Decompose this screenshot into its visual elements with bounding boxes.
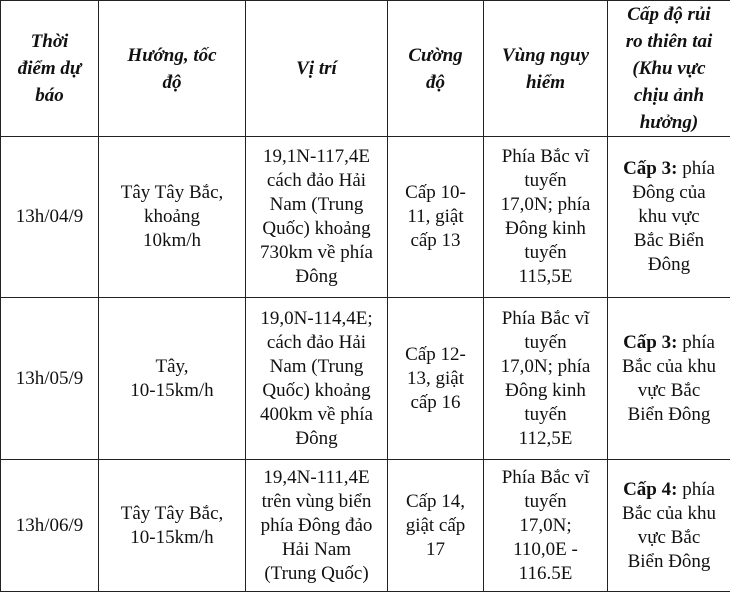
table-row xyxy=(1,298,730,460)
cell-intensity xyxy=(388,137,484,298)
risk-area-line: Đông của xyxy=(612,181,726,205)
cell-line: hiểm xyxy=(488,69,603,96)
cell-danger-zone xyxy=(484,298,608,460)
cell-line: 112,5E xyxy=(488,427,603,451)
cell-line: Đông xyxy=(250,427,383,451)
header-direction xyxy=(99,1,246,137)
cell-line: tuyến xyxy=(488,241,603,265)
cell-line: cấp 16 xyxy=(392,391,479,415)
cell-line: 115,5E xyxy=(488,265,603,289)
cell-line: 17,0N; phía xyxy=(488,355,603,379)
cell-danger-zone xyxy=(484,460,608,592)
header-position xyxy=(246,1,388,137)
risk-area-line: Bắc của khu xyxy=(612,355,726,379)
risk-area-line: Bắc Biển xyxy=(612,229,726,253)
cell-line: Cường xyxy=(392,42,479,69)
cell-line: 19,4N-111,4E xyxy=(250,466,383,490)
cell-line: Phía Bắc vĩ xyxy=(488,145,603,169)
risk-area-line: Đông xyxy=(612,253,726,277)
risk-area-line: Biển Đông xyxy=(612,403,726,427)
cell-direction xyxy=(99,137,246,298)
cell-position xyxy=(246,298,388,460)
cell-line: tuyến xyxy=(488,169,603,193)
header-time xyxy=(1,1,99,137)
cell-line: Hướng, tốc xyxy=(103,42,241,69)
cell-line: 13, giật xyxy=(392,367,479,391)
cell-danger-zone xyxy=(484,137,608,298)
cell-direction xyxy=(99,298,246,460)
cell-line: Cấp 14, xyxy=(392,490,479,514)
risk-area-line: vực Bắc xyxy=(612,379,726,403)
cell-line: 10km/h xyxy=(103,229,241,253)
cell-line: trên vùng biển xyxy=(250,490,383,514)
cell-line: Thời xyxy=(5,28,94,55)
cell-line: Phía Bắc vĩ xyxy=(488,466,603,490)
header-danger-zone xyxy=(484,1,608,137)
cell-line: (Khu vực xyxy=(612,55,726,82)
cell-line: hưởng) xyxy=(612,109,726,136)
cell-line: 11, giật xyxy=(392,205,479,229)
cell-position xyxy=(246,137,388,298)
cell-line: Vùng nguy xyxy=(488,42,603,69)
cell-line: Cấp 10- xyxy=(392,181,479,205)
cell-line: Đông xyxy=(250,265,383,289)
risk-area-line: vực Bắc xyxy=(612,526,726,550)
risk-level: Cấp 4: xyxy=(623,479,677,500)
cell-line: điểm dự xyxy=(5,55,94,82)
cell-line: 19,0N-114,4E; xyxy=(250,307,383,331)
cell-line: Cấp 12- xyxy=(392,343,479,367)
cell-line: cách đảo Hải xyxy=(250,331,383,355)
cell-line: Quốc) khoảng xyxy=(250,379,383,403)
cell-risk-level xyxy=(608,298,730,460)
risk-level: Cấp 3: xyxy=(623,158,677,179)
cell-time: 13h/06/9 xyxy=(1,460,99,592)
cell-direction xyxy=(99,460,246,592)
cell-line: cách đảo Hải xyxy=(250,169,383,193)
cell-line: 17 xyxy=(392,538,479,562)
cell-line: Nam (Trung xyxy=(250,355,383,379)
cell-line: Tây Tây Bắc, xyxy=(103,502,241,526)
cell-line: Nam (Trung xyxy=(250,193,383,217)
risk-area-line: khu vực xyxy=(612,205,726,229)
table-row xyxy=(1,137,730,298)
cell-line: Cấp độ rủi xyxy=(612,1,726,28)
cell-position xyxy=(246,460,388,592)
cell-line: 19,1N-117,4E xyxy=(250,145,383,169)
cell-line: Tây, xyxy=(103,355,241,379)
cell-line: phía Đông đảo xyxy=(250,514,383,538)
risk-level: Cấp 3: xyxy=(623,332,677,353)
cell-intensity xyxy=(388,460,484,592)
cell-line: Tây Tây Bắc, xyxy=(103,181,241,205)
cell-time: 13h/04/9 xyxy=(1,137,99,298)
header-intensity xyxy=(388,1,484,137)
risk-area-first: phía xyxy=(682,332,715,353)
cell-risk-level xyxy=(608,460,730,592)
cell-line: tuyến xyxy=(488,331,603,355)
header-row xyxy=(1,1,730,137)
risk-area-first: phía xyxy=(682,479,715,500)
cell-line: độ xyxy=(392,69,479,96)
header-risk-level xyxy=(608,1,730,137)
cell-line: giật cấp xyxy=(392,514,479,538)
cell-line: chịu ảnh xyxy=(612,82,726,109)
cell-line: 10-15km/h xyxy=(103,379,241,403)
risk-area-line: Bắc của khu xyxy=(612,502,726,526)
cell-line: độ xyxy=(103,69,241,96)
cell-line: cấp 13 xyxy=(392,229,479,253)
cell-line: 730km về phía xyxy=(250,241,383,265)
cell-line: 110,0E - xyxy=(488,538,603,562)
cell-line: 400km về phía xyxy=(250,403,383,427)
cell-line: Quốc) khoảng xyxy=(250,217,383,241)
cell-line: Vị trí xyxy=(250,55,383,82)
cell-time: 13h/05/9 xyxy=(1,298,99,460)
cell-line: tuyến xyxy=(488,403,603,427)
cell-intensity xyxy=(388,298,484,460)
cell-line: tuyến xyxy=(488,490,603,514)
cell-line: 17,0N; xyxy=(488,514,603,538)
risk-area-line: Biển Đông xyxy=(612,550,726,574)
risk-area-first: phía xyxy=(682,158,715,179)
cell-line: Phía Bắc vĩ xyxy=(488,307,603,331)
cell-line: 10-15km/h xyxy=(103,526,241,550)
cell-line: 17,0N; phía xyxy=(488,193,603,217)
cell-risk-level xyxy=(608,137,730,298)
cell-line: Đông kinh xyxy=(488,217,603,241)
cell-line: khoảng xyxy=(103,205,241,229)
cell-line: Đông kinh xyxy=(488,379,603,403)
cell-line: báo xyxy=(5,82,94,109)
cell-line: Hải Nam xyxy=(250,538,383,562)
cell-line: ro thiên tai xyxy=(612,28,726,55)
cell-line: 116.5E xyxy=(488,562,603,586)
cell-line: (Trung Quốc) xyxy=(250,562,383,586)
table-row xyxy=(1,460,730,592)
